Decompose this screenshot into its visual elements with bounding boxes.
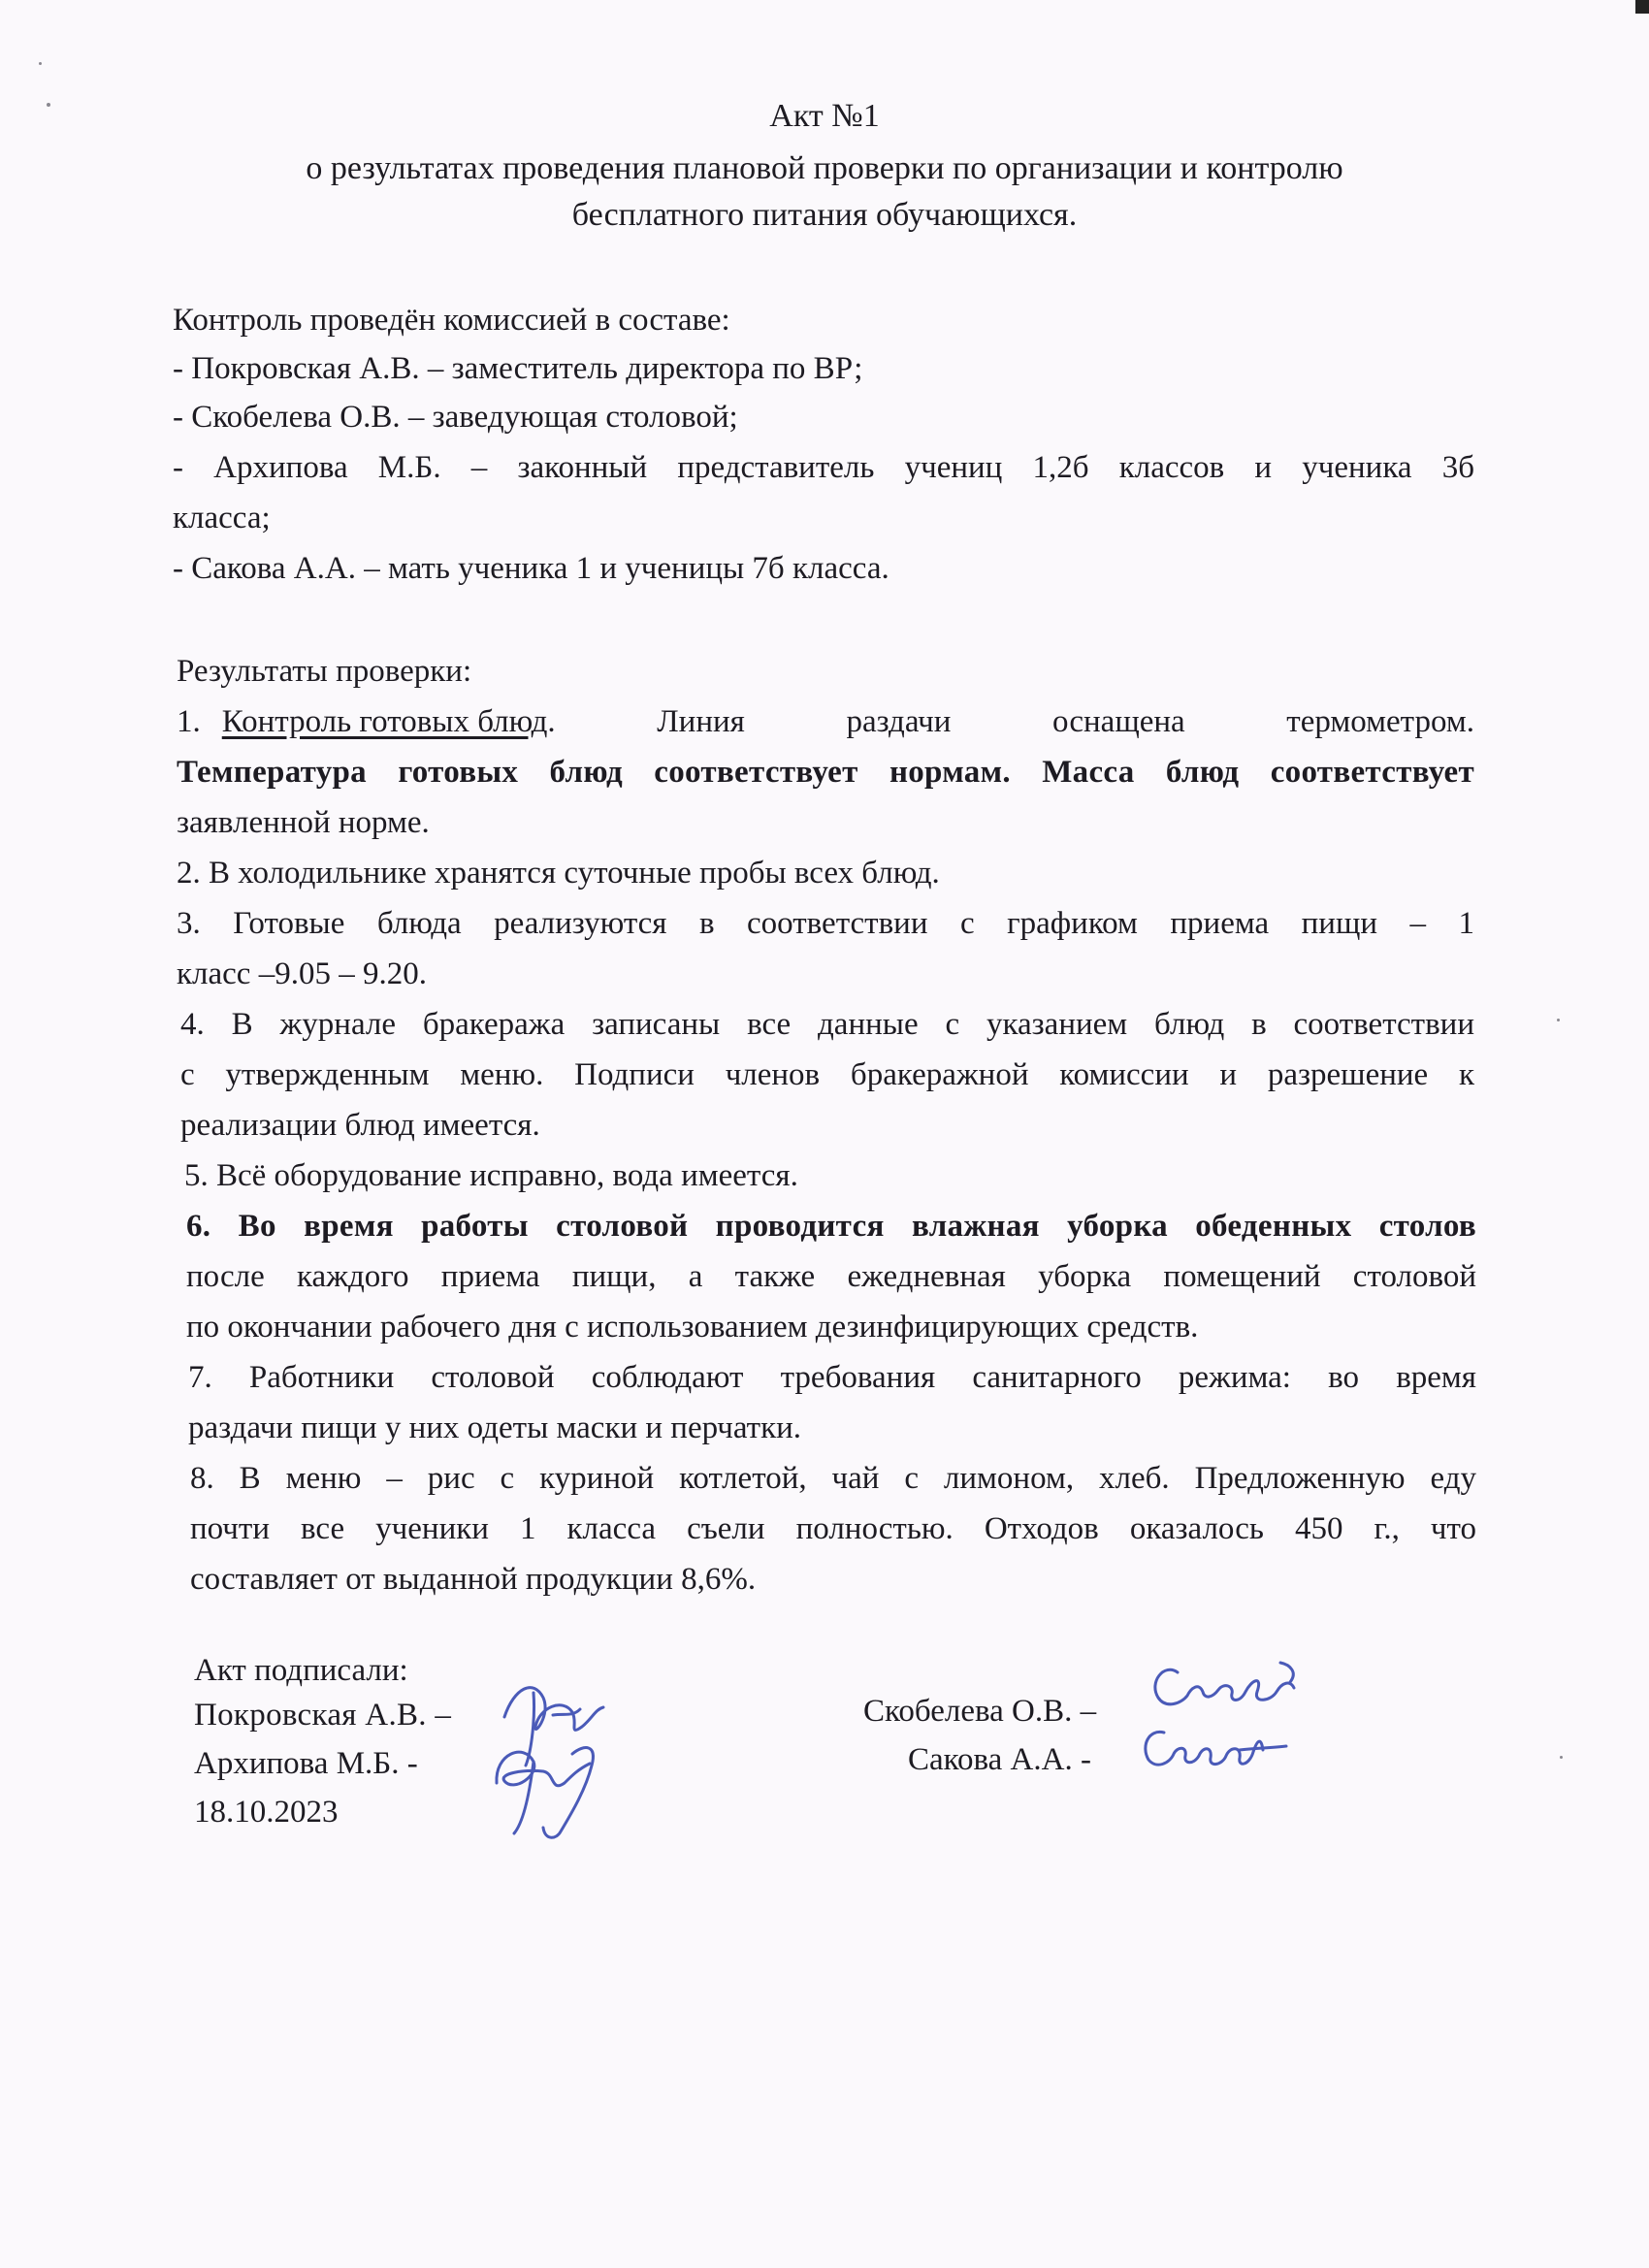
commission-member: - Покровская А.В. – заместитель директора по ВР; [173, 351, 863, 386]
result-item-3-line-2: класс –9.05 – 9.20. [177, 956, 427, 991]
result-item-1-line-2: Температура готовых блюд соответствует нормам. Масса блюд соответствует [177, 755, 1474, 790]
signatory-left-2: Архипова М.Б. - [194, 1746, 418, 1781]
result-item-4-line-2: с утвержденным меню. Подписи членов бракеражной комиссии и разрешение к [180, 1057, 1474, 1092]
commission-member-continued: класса; [173, 501, 271, 535]
commission-member: - Скобелева О.В. – заведующая столовой; [173, 400, 738, 435]
scan-corner-mark [1635, 0, 1649, 14]
result-item-8-line-2: почти все ученики 1 класса съели полностью. Отходов оказалось 450 г., что [190, 1511, 1476, 1546]
scan-speck [47, 103, 50, 107]
result-item-4-line-1: 4. В журнале бракеража записаны все данные с указанием блюд в соответствии [180, 1007, 1474, 1042]
result-item-1-title: Контроль готовых блюд [221, 704, 548, 739]
result-item-1-line-3: заявленной норме. [177, 805, 430, 840]
result-item-6-line-2: после каждого приема пищи, а также ежедневная уборка помещений столовой [186, 1259, 1476, 1294]
result-item-8-line-3: составляет от выданной продукции 8,6%. [190, 1562, 757, 1597]
result-item-3-line-1: 3. Готовые блюда реализуются в соответствии с графиком приема пищи – 1 [177, 906, 1474, 941]
result-item-1-line-1 [177, 700, 1474, 743]
result-item-6-line-3: по окончании рабочего дня с использованием дезинфицирующих средств. [186, 1310, 1199, 1345]
signatory-right-2: Сакова А.А. - [908, 1742, 1091, 1777]
result-item-8-line-1: 8. В меню – рис с куриной котлетой, чай с лимоном, хлеб. Предложенную еду [190, 1461, 1476, 1496]
signatory-right-1: Скобелева О.В. – [863, 1694, 1097, 1729]
result-item-5: 5. Всё оборудование исправно, вода имеется. [184, 1158, 798, 1193]
result-item-4-line-3: реализации блюд имеется. [180, 1108, 540, 1143]
commission-intro: Контроль проведён комиссией в составе: [173, 303, 730, 338]
commission-member: - Архипова М.Б. – законный представитель учениц 1,2б классов и ученика 3б [173, 450, 1474, 485]
signature-sakova [1135, 1717, 1290, 1785]
result-item-7-line-1: 7. Работники столовой соблюдают требования санитарного режима: во время [188, 1360, 1476, 1395]
results-heading: Результаты проверки: [177, 654, 472, 689]
scan-speck [1560, 1756, 1563, 1759]
scan-speck [1557, 1019, 1560, 1021]
signature-arkhipova [475, 1715, 630, 1851]
result-item-6-line-1: 6. Во время работы столовой проводится влажная уборка обеденных столов [186, 1209, 1476, 1244]
scan-speck [39, 62, 42, 65]
document-subtitle-line-2: бесплатного питания обучающихся. [571, 197, 1078, 233]
document-title: Акт №1 [769, 98, 880, 134]
result-item-7-line-2: раздачи пищи у них одеты маски и перчатки. [188, 1410, 802, 1445]
document-subtitle-line-1: о результатах проведения плановой проверки по организации и контролю [306, 150, 1343, 186]
commission-member: - Сакова А.А. – мать ученика 1 и ученицы 7б класса. [173, 551, 889, 586]
signatures-heading: Акт подписали: [194, 1653, 408, 1688]
result-item-1-number: 1. [177, 704, 201, 739]
signature-date: 18.10.2023 [194, 1795, 339, 1830]
result-item-2: 2. В холодильнике хранятся суточные пробы всех блюд. [177, 856, 940, 891]
signatory-left-1: Покровская А.В. – [194, 1698, 452, 1733]
result-item-1-text: . Линия раздачи оснащена термометром. [547, 704, 1474, 739]
